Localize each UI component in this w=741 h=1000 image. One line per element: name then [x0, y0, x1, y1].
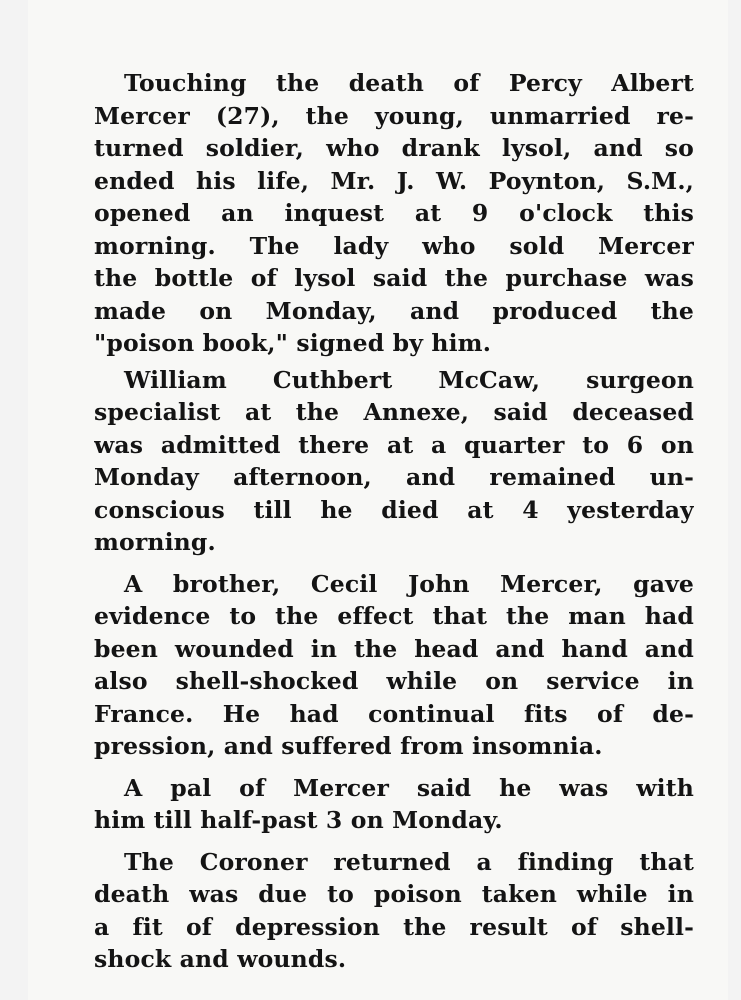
article-line: morning. The lady who sold Mercer — [94, 231, 694, 260]
article-line: "poison book," signed by him. — [94, 329, 492, 357]
article-line: morning. — [94, 528, 216, 556]
article-line: A pal of Mercer said he was with — [124, 773, 694, 802]
newspaper-clipping — [28, 0, 728, 1000]
article-line: William Cuthbert McCaw, surgeon — [124, 365, 694, 394]
article-line: death was due to poison taken while in — [94, 880, 694, 908]
article-line: pression, and suffered from insomnia. — [94, 732, 603, 760]
paragraph-5 — [94, 846, 694, 976]
article-line: A brother, Cecil John Mercer, gave — [124, 569, 694, 598]
article-line: Touching the death of Percy Albert — [124, 69, 694, 97]
article-line: France. He had continual fits of de- — [94, 699, 694, 728]
article-line: him till half-past 3 on Monday. — [94, 806, 503, 834]
article-line: shock and wounds. — [94, 945, 347, 973]
article-line: conscious till he died at 4 yesterday — [94, 495, 694, 524]
article-line: Monday afternoon, and remained un- — [94, 463, 694, 491]
article-line: a fit of depression the result of shell- — [94, 912, 694, 941]
article-line: Mercer (27), the young, unmarried re- — [94, 101, 694, 130]
article-line: evidence to the effect that the man had — [94, 602, 694, 630]
article-line: The Coroner returned a finding that — [124, 847, 694, 876]
article-line: opened an inquest at 9 o'clock this — [94, 199, 694, 227]
paragraph-2 — [94, 364, 694, 559]
article-line: been wounded in the head and hand and — [94, 634, 694, 663]
article-line: the bottle of lysol said the purchase was — [94, 264, 694, 292]
paragraph-1 — [94, 67, 694, 360]
news-article — [94, 67, 694, 976]
article-line: specialist at the Annexe, said deceased — [94, 398, 694, 426]
article-line: ended his life, Mr. J. W. Poynton, S.M., — [94, 166, 694, 195]
paragraph-3 — [94, 568, 694, 763]
article-line: was admitted there at a quarter to 6 on — [94, 430, 694, 459]
article-line: also shell-shocked while on service in — [94, 667, 694, 695]
paragraph-4 — [94, 772, 694, 837]
article-line: turned soldier, who drank lysol, and so — [94, 134, 694, 162]
article-line: made on Monday, and produced the — [94, 296, 694, 325]
